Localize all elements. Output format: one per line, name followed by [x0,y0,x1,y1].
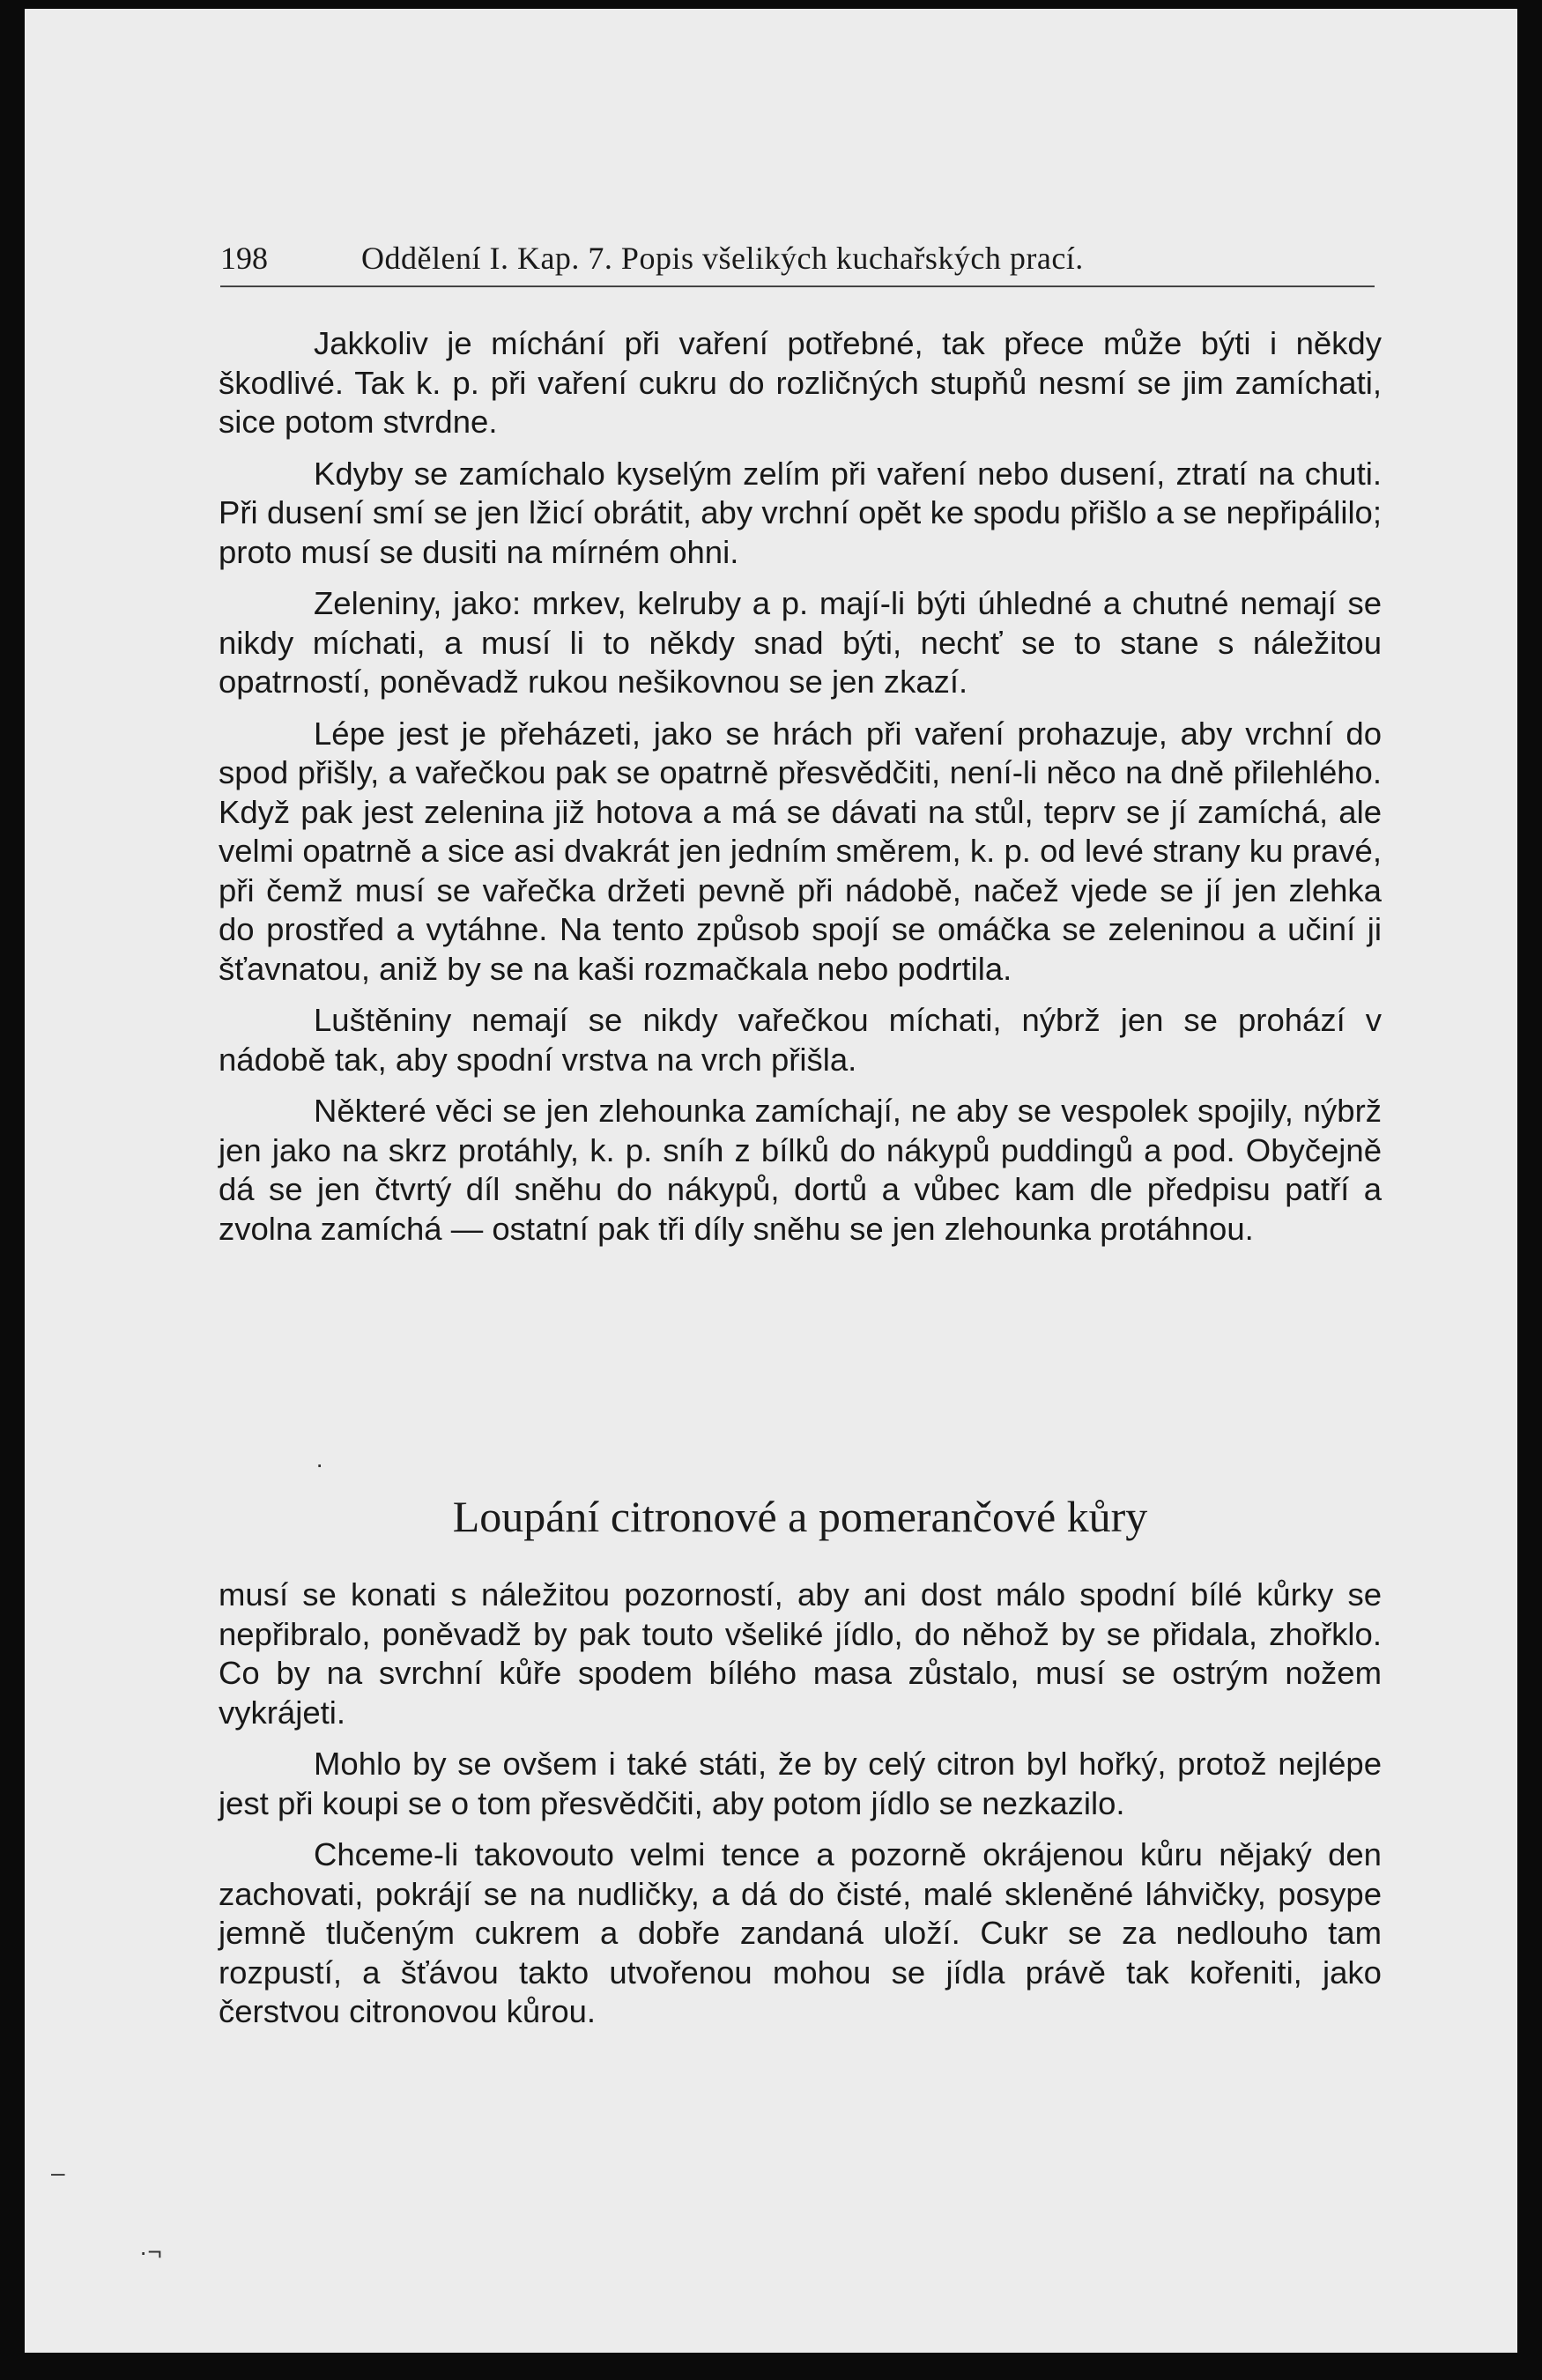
paragraph: Zeleniny, jako: mrkev, kelruby a p. mají-li býti úhledné a chutné nemají se nikdy míchati, a musí li to někdy snad býti, nechť se to stane s náležitou opatrností, poněvadž rukou nešikovnou se jen zkazí. [219,585,1382,700]
paragraph: Mohlo by se ovšem i také státi, že by celý citron byl hořký, protož nejlépe jest při koupi se o tom přesvědčiti, aby potom jídlo se nezkazilo. [219,1746,1382,1821]
paragraph: Některé věci se jen zlehounka zamíchají, ne aby se vespolek spojily, nýbrž jen jako na skrz protáhly, k. p. sníh z bílků do nákypů puddingů a pod. Obyčejně dá se jen čtvrtý díl sněhu do nákypů, dortů a vůbec kam dle předpisu patří a zvolna zamíchá — ostatní pak tři díly sněhu se jen zlehounka protáhnou. [219,1093,1382,1247]
paragraph: Luštěniny nemají se nikdy vařečkou míchati, nýbrž jen se prohází v nádobě tak, aby spodní vrstva na vrch přišla. [219,1002,1382,1078]
main-text [219,324,1382,1261]
page-number: 198 [220,241,268,276]
paragraph: Lépe jest je přeházeti, jako se hrách při vaření prohazuje, aby vrchní do spod přišly, a vařečkou pak se opatrně přesvědčiti, není-li něco na dně přilehlého. Když pak jest zelenina již hotova a má se dávati na stůl, teprv se jí zamíchá, ale velmi opatrně a sice asi dvakrát jen jedním směrem, k. p. od levé strany ku pravé, při čemž musí se vařečka držeti pevně při nádobě, načež vjede se jí jen zlehka do prostřed a vytáhne. Na tento způsob spojí se omáčka se zeleninou a učiní ji šťavnatou, aniž by se na kaši rozmačkala nebo podrtila. [219,715,1382,987]
print-speck: – [51,2159,65,2186]
running-head: Oddělení I. Kap. 7. Popis všelikých kuchařských prací. [361,241,1084,276]
paragraph: Chceme-li takovouto velmi tence a pozorně okrájenou kůru nějaký den zachovati, pokrájí se na nudličky, a dá do čisté, malé skleněné láhvičky, posype jemně tlučeným cukrem a dobře zandaná uloží. Cukr se za nedlouho tam rozpustí, a šťávou takto utvořenou mohou se jídla právě tak kořeniti, jako čerstvou citronovou kůrou. [219,1836,1382,2029]
paragraph: Kdyby se zamíchalo kyselým zelím při vaření nebo dusení, ztratí na chuti. Při dusení smí se jen lžicí obrátit, aby vrchní opět ke spodu přišlo a se nepřipálilo; proto musí se dusiti na mírném ohni. [219,455,1382,570]
print-speck: ·¬ [139,2238,162,2265]
section-heading: Loupání citronové a pomerančové kůry [452,1492,1148,1541]
paragraph: Jakkoliv je míchání při vaření potřebné, tak přece může býti i někdy škodlivé. Tak k. p. při vaření cukru do rozličných stupňů nesmí se jim zamíchati, sice potom stvrdne. [219,325,1382,440]
page-header [220,240,1375,287]
print-speck: · [315,1450,324,1478]
book-page [25,9,1517,2353]
paragraph: musí se konati s náležitou pozorností, aby ani dost málo spodní bílé kůrky se nepřibralo, poněvadž by pak touto všeliké jídlo, do něhož by se přidala, zhořklo. Co by na svrchní kůře spodem bílého masa zůstalo, musí se ostrým nožem vykrájeti. [219,1576,1382,1731]
section-text [219,1576,1382,2044]
